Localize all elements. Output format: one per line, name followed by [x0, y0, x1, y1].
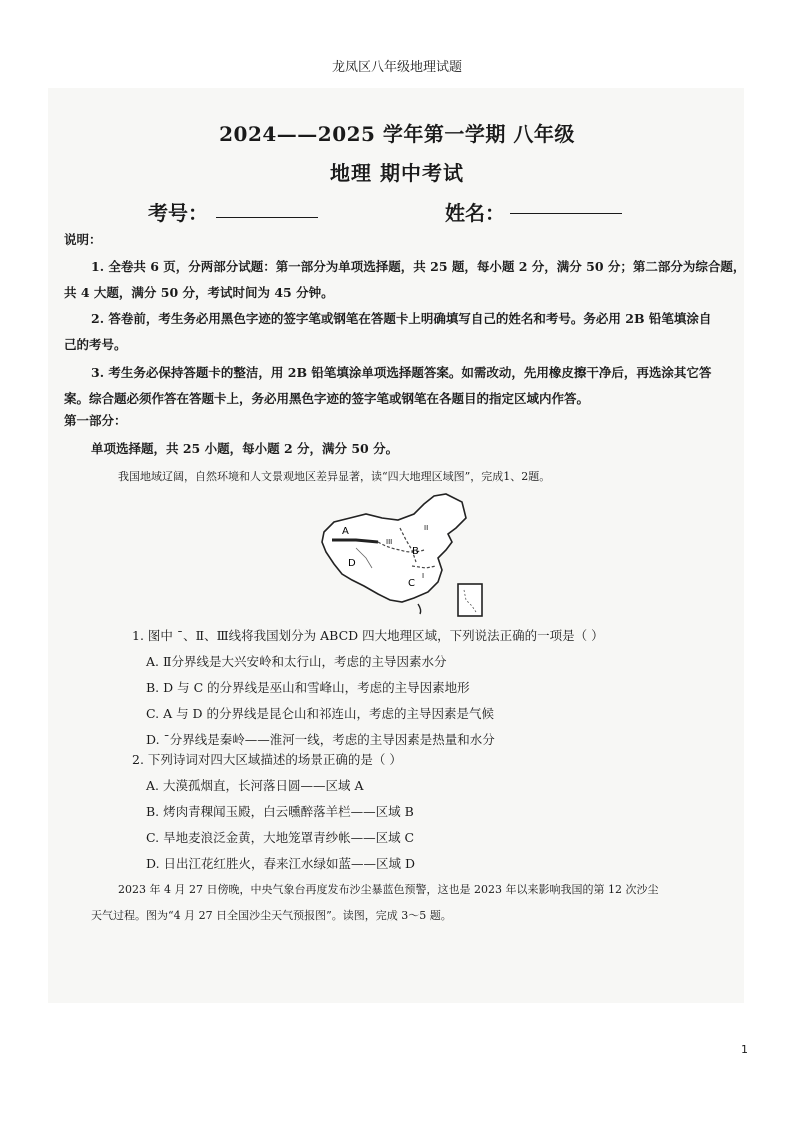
exam-number-field[interactable]: [216, 217, 318, 218]
china-four-regions-map: [316, 488, 496, 622]
map-region-label: C: [408, 578, 415, 589]
instruction-1-line-2: 共 4 大题，满分 50 分，考试时间为 45 分钟。: [64, 285, 334, 300]
question-2-option-a[interactable]: A. 大漠孤烟直，长河落日圆——区域 A: [146, 778, 364, 793]
instruction-3-line-1: 3. 考生务必保持答题卡的整洁，用 2B 铅笔填涂单项选择题答案。如需改动，先用橡皮擦干净后，再选涂其它答: [91, 365, 712, 380]
exam-number-label: 考号：: [148, 201, 208, 225]
map-region-label: D: [348, 558, 356, 569]
question-2-stem: 2. 下列诗词对四大区域描述的场景正确的是（ ）: [132, 752, 402, 767]
question-1-option-a[interactable]: A. Ⅱ分界线是大兴安岭和太行山，考虑的主导因素水分: [146, 654, 447, 669]
student-name-label: 姓名：: [445, 201, 505, 225]
map-region-label: B: [412, 546, 419, 557]
question-2-option-b[interactable]: B. 烤肉青稞闻玉殿，白云曛醉落羊栏——区域 B: [146, 804, 414, 819]
question-2-option-c[interactable]: C. 旱地麦浪泛金黄，大地笼罩青纱帐——区域 C: [146, 830, 415, 845]
exam-title-term: 2024——2025 学年第一学期 八年级: [219, 122, 575, 146]
document-header-title: 龙凤区八年级地理试题: [331, 60, 462, 75]
part1-intro: 我国地域辽阔，自然环境和人文景观地区差异显著，读“四大地理区域图”，完成1、2题。: [118, 470, 551, 483]
part1-heading: 第一部分：: [64, 413, 127, 428]
instruction-1-line-1: 1. 全卷共 6 页，分两部分试题：第一部分为单项选择题，共 25 题，每小题 2 分，满分 50 分；第二部分为综合题，: [91, 259, 746, 274]
question-1-option-c[interactable]: C. A 与 D 的分界线是昆仑山和祁连山，考虑的主导因素是气候: [146, 706, 495, 721]
map-line-label: II: [424, 524, 429, 532]
page-number: 1: [741, 1043, 748, 1056]
map-line-label: III: [386, 538, 393, 546]
south-china-sea-inset: [458, 584, 482, 616]
instruction-2-line-2: 己的考号。: [64, 337, 127, 352]
student-name-field[interactable]: [510, 213, 622, 214]
exam-title-subject: 地理 期中考试: [330, 161, 464, 185]
instruction-2-line-1: 2. 答卷前，考生务必用黑色字迹的签字笔或钢笔在答题卡上明确填写自己的姓名和考号。务必用 2B 铅笔填涂自: [91, 311, 712, 326]
question-1-option-b[interactable]: B. D 与 C 的分界线是巫山和雪峰山，考虑的主导因素地形: [146, 680, 470, 695]
question-1-stem: 1. 图中 ˉ、Ⅱ、Ⅲ线将我国划分为 ABCD 四大地理区域，下列说法正确的一项是（ ）: [132, 628, 604, 643]
question-1-option-d[interactable]: D. ˉ分界线是秦岭——淮河一线，考虑的主导因素是热量和水分: [146, 732, 495, 747]
instructions-heading: 说明：: [64, 232, 102, 247]
passage-3-5-line-1: 2023 年 4 月 27 日傍晚，中央气象台再度发布沙尘暴蓝色预警，这也是 2023 年以来影响我国的第 12 次沙尘: [118, 883, 659, 896]
part1-subheading: 单项选择题，共 25 小题，每小题 2 分，满分 50 分。: [91, 441, 399, 456]
question-2-option-d[interactable]: D. 日出江花红胜火，春来江水绿如蓝——区域 D: [146, 856, 416, 871]
instruction-3-line-2: 案。综合题必须作答在答题卡上，务必用黑色字迹的签字笔或钢笔在各题目的指定区域内作答。: [64, 391, 590, 406]
map-region-label: A: [342, 526, 349, 537]
passage-3-5-line-2: 天气过程。图为“4 月 27 日全国沙尘天气预报图”。读图，完成 3～5 题。: [91, 909, 452, 922]
map-line-label: I: [422, 572, 425, 580]
